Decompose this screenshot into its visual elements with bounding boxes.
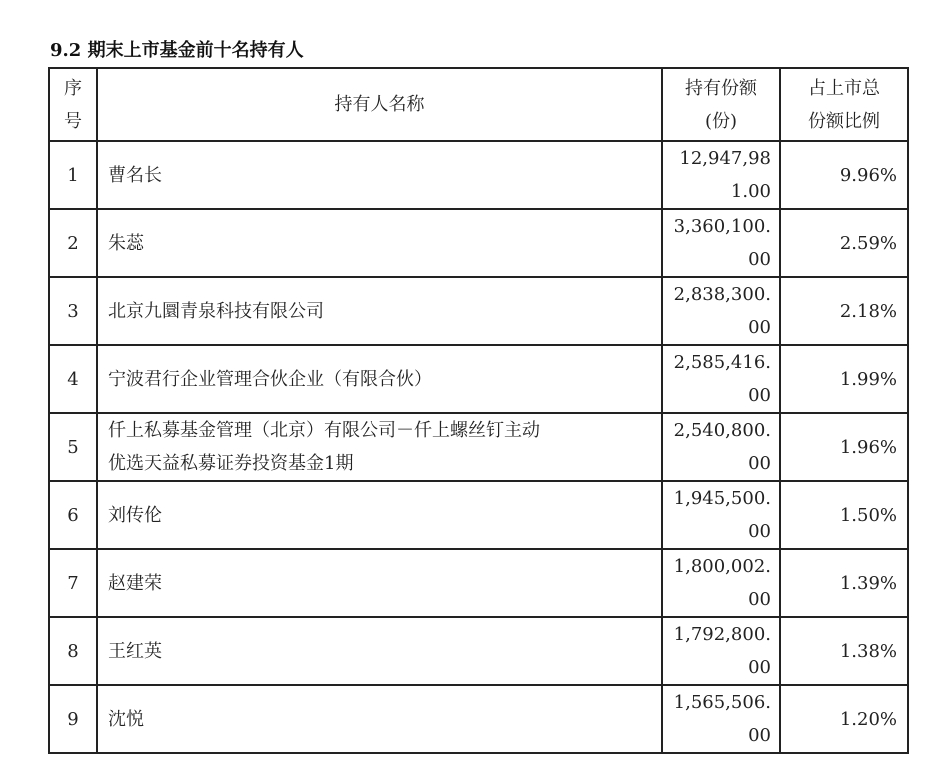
row-index: 8: [49, 617, 97, 685]
header-index-line: 序: [64, 77, 82, 99]
holding-amount: [662, 277, 780, 345]
holding-amount-line: 00: [748, 249, 771, 270]
table-row: [49, 617, 908, 685]
row-index: 2: [49, 209, 97, 277]
header-amount: [662, 68, 780, 141]
holding-amount: [662, 481, 780, 549]
holding-ratio: 9.96%: [780, 141, 908, 209]
row-index: 7: [49, 549, 97, 617]
holder-name: [97, 549, 662, 617]
holder-name-line: 曹名长: [108, 164, 162, 186]
table-row: [49, 685, 908, 753]
header-ratio-line: 份额比例: [808, 110, 880, 132]
holder-name-line: 赵建荣: [108, 572, 162, 594]
holding-amount-line: 1,565,506.: [673, 692, 771, 713]
holding-amount: [662, 141, 780, 209]
holding-amount-line: 1.00: [730, 181, 771, 202]
holder-name-line: 仟上私募基金管理（北京）有限公司－仟上螺丝钉主动: [108, 420, 540, 441]
holder-name-line: 沈悦: [108, 708, 144, 730]
holding-amount-line: 00: [748, 317, 771, 338]
row-index: 3: [49, 277, 97, 345]
holder-name-line: 优选天益私募证券投资基金1期: [108, 453, 354, 474]
top-holders-table: [48, 67, 909, 754]
holding-amount-line: 00: [748, 657, 771, 678]
holding-ratio: 2.18%: [780, 277, 908, 345]
holder-name: [97, 413, 662, 481]
holding-amount-line: 00: [748, 385, 771, 406]
holder-name: [97, 617, 662, 685]
holding-amount-line: 2,540,800.: [673, 420, 771, 441]
holding-ratio: 1.39%: [780, 549, 908, 617]
holding-amount-line: 12,947,98: [679, 148, 771, 169]
holder-name: [97, 685, 662, 753]
header-index-line: 号: [64, 110, 82, 132]
holding-amount: [662, 549, 780, 617]
holding-amount: [662, 617, 780, 685]
holding-amount-line: 2,838,300.: [673, 284, 771, 305]
row-index: 1: [49, 141, 97, 209]
holding-ratio: 1.20%: [780, 685, 908, 753]
holding-amount-line: 1,792,800.: [673, 624, 771, 645]
table-row: [49, 481, 908, 549]
header-ratio-line: 占上市总: [808, 77, 880, 99]
holding-ratio: 2.59%: [780, 209, 908, 277]
holder-name-line: 北京九圜青泉科技有限公司: [108, 300, 324, 322]
table-row: [49, 277, 908, 345]
holder-name: [97, 141, 662, 209]
table-header-row: [49, 68, 908, 141]
section-title: 9.2 期末上市基金前十名持有人: [50, 40, 304, 61]
holding-amount-line: 1,800,002.: [673, 556, 771, 577]
header-amount-line: 持有份额: [685, 77, 757, 99]
holder-name: [97, 345, 662, 413]
holding-amount-line: 1,945,500.: [673, 488, 771, 509]
row-index: 9: [49, 685, 97, 753]
holder-name: [97, 481, 662, 549]
table-row: [49, 549, 908, 617]
header-ratio: [780, 68, 908, 141]
holding-amount-line: 00: [748, 521, 771, 542]
row-index: 4: [49, 345, 97, 413]
holding-amount-line: 00: [748, 725, 771, 746]
holding-amount: [662, 685, 780, 753]
holding-ratio: 1.96%: [780, 413, 908, 481]
table-row: [49, 209, 908, 277]
holding-amount: [662, 209, 780, 277]
holder-name-line: 朱蕊: [108, 232, 144, 254]
holding-amount-line: 2,585,416.: [673, 352, 771, 373]
holding-ratio: 1.38%: [780, 617, 908, 685]
holding-amount: [662, 413, 780, 481]
holding-amount-line: 3,360,100.: [673, 216, 771, 237]
holder-name-line: 王红英: [108, 640, 162, 662]
holding-ratio: 1.99%: [780, 345, 908, 413]
row-index: 5: [49, 413, 97, 481]
holding-amount-line: 00: [748, 453, 771, 474]
holder-name-line: 刘传伦: [108, 504, 162, 526]
holding-ratio: 1.50%: [780, 481, 908, 549]
holder-name-line: 宁波君行企业管理合伙企业（有限合伙）: [108, 368, 432, 390]
header-name: 持有人名称: [97, 68, 662, 141]
holder-name: [97, 209, 662, 277]
table-row: [49, 141, 908, 209]
row-index: 6: [49, 481, 97, 549]
table-row: [49, 345, 908, 413]
table-row: [49, 413, 908, 481]
header-index: [49, 68, 97, 141]
holding-amount-line: 00: [748, 589, 771, 610]
header-amount-line: (份): [704, 110, 738, 132]
holder-name: [97, 277, 662, 345]
holding-amount: [662, 345, 780, 413]
